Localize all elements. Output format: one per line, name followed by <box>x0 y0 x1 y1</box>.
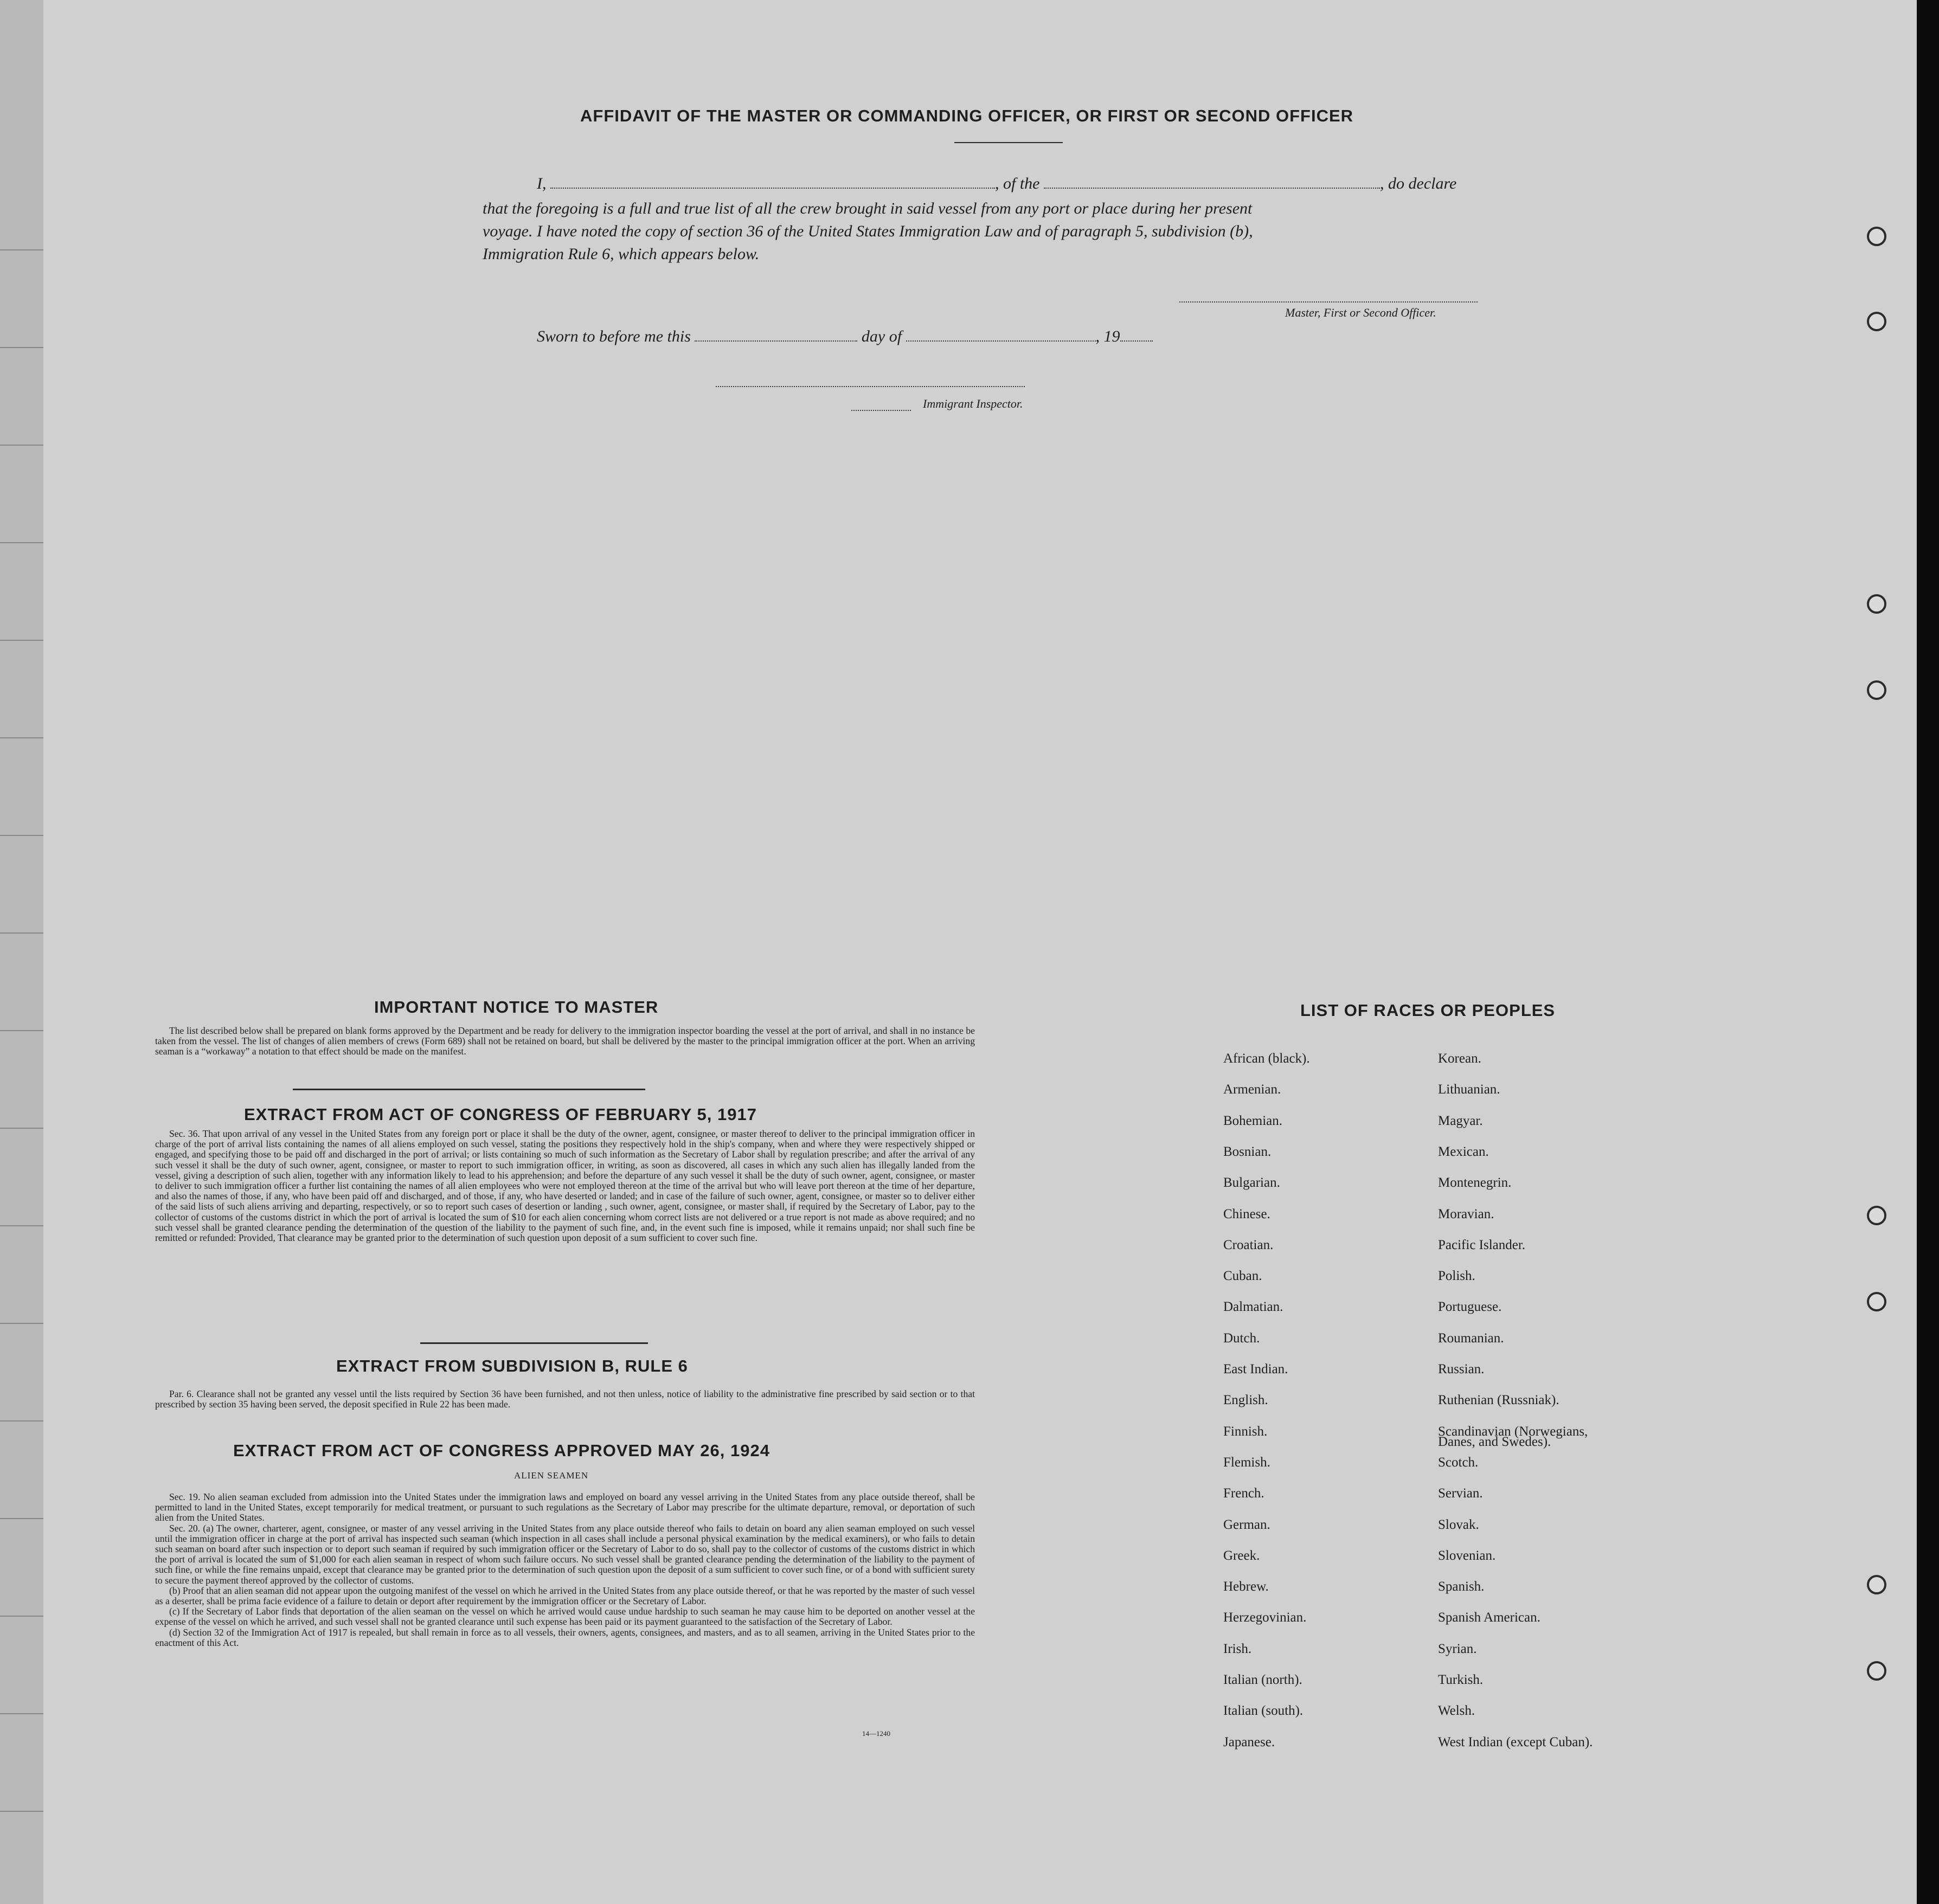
race-item-left: Finnish. <box>1223 1424 1268 1439</box>
race-item-right: Turkish. <box>1438 1673 1484 1687</box>
races-title: LIST OF RACES OR PEOPLES <box>1300 1001 1556 1020</box>
extract-rule6-title: EXTRACT FROM SUBDIVISION B, RULE 6 <box>336 1356 688 1375</box>
race-item-right: Scandinavian (Norwegians, <box>1438 1424 1588 1439</box>
race-item-right: Ruthenian (Russniak). <box>1438 1393 1559 1407</box>
extract-1924-subtitle: ALIEN SEAMEN <box>514 1470 589 1481</box>
race-item-right: Montenegrin. <box>1438 1175 1512 1190</box>
signature-line[interactable] <box>1179 301 1478 303</box>
race-item-left: East Indian. <box>1223 1362 1288 1376</box>
race-item-right: Welsh. <box>1438 1703 1475 1718</box>
race-item-right: Polish. <box>1438 1269 1475 1283</box>
inspector-caption: Immigrant Inspector. <box>923 397 1023 410</box>
race-item-right: Scotch. <box>1438 1455 1479 1470</box>
race-scandinavian-continued: Danes, and Swedes). <box>1438 1435 1551 1449</box>
race-item-left: Italian (south). <box>1223 1703 1304 1718</box>
extract-1924-text <box>155 1492 975 1648</box>
race-item-left: Hebrew. <box>1223 1579 1269 1594</box>
extract-1924-title: EXTRACT FROM ACT OF CONGRESS APPROVED MAY 26, 1924 <box>233 1441 770 1460</box>
race-item-left: Japanese. <box>1223 1735 1275 1749</box>
race-item-right: Pacific Islander. <box>1438 1238 1526 1252</box>
race-item-left: Bulgarian. <box>1223 1175 1280 1190</box>
extract-1917-rule <box>420 1342 648 1344</box>
race-item-left: Greek. <box>1223 1548 1260 1563</box>
race-item-right: Mexican. <box>1438 1144 1489 1159</box>
extract-1917-title: EXTRACT FROM ACT OF CONGRESS OF FEBRUARY 5, 1917 <box>244 1105 757 1124</box>
sworn-day-blank[interactable] <box>695 338 857 342</box>
affidavit-line-2: that the foregoing is a full and true list of all the crew brought in said vessel from any port or place during her present <box>483 200 1253 217</box>
race-item-right: Servian. <box>1438 1486 1483 1501</box>
page-edge <box>1917 0 1939 1904</box>
extract-rule6-paragraph: Par. 6. Clearance shall not be granted any vessel until the lists required by Section 36 have been furnished, and not then unless, notice of liability to the administrative fine prescribed by said section or to that prescribed by section 35 having been served, the deposit specified in Rule 22 has been made. <box>155 1388 975 1410</box>
race-item-right: Spanish. <box>1438 1579 1485 1594</box>
extract-rule6-text <box>155 1389 975 1410</box>
signature-caption: Master, First or Second Officer. <box>1285 306 1436 319</box>
race-item-left: Bohemian. <box>1223 1114 1283 1128</box>
inspector-caption-leader <box>851 410 911 411</box>
extract-1924-sec19: Sec. 19. No alien seaman excluded from admission into the United States under the immigration laws and employed on board any vessel arriving in the United States from any place outside thereof, shall be permitted to land in the United States, except temporarily for medical treatment, or pursuant to such regulations as the Secretary of Labor may prescribe for the ultimate departure, removal, or deportation of such alien from the United States. <box>155 1491 975 1523</box>
sworn-line <box>537 327 1153 346</box>
notice-text <box>155 1026 975 1057</box>
sworn-year-blank[interactable] <box>1120 338 1153 342</box>
extract-1924-sec20b: (b) Proof that an alien seaman did not appear upon the outgoing manifest of the vessel on which he arrived in the United States from any place outside thereof, or that he was reported by the master of such vessel as a deserter, shall be prima facie evidence of a failure to detain or deport after requirement by the immigration officer or the Secretary of Labor. <box>155 1585 975 1607</box>
extract-1924-sec20a: Sec. 20. (a) The owner, charterer, agent, consignee, or master of any vessel arriving in the United States from any place outside thereof who fails to detain on board any alien seaman employed on such vessel until the immigration officer in charge at the port of arrival has inspected such seaman (which inspection in all cases shall include a personal physical examination by the medical examiners), or who fails to detain such seaman on board after such inspection or to deport such seaman if required by such immigration officer or the Secretary of Labor to do so, shall pay to the collector of customs of the customs district in which the port of arrival is located the sum of $1,000 for each alien seaman in respect of whom such failure occurs. No such vessel shall be granted clearance pending the determination of the liability to the payment of such fine, or while the fine remains unpaid, except that clearance may be granted prior to the determination of such question upon the deposit of a sum sufficient to cover such fine, or of a bond with sufficient surety to secure the payment thereof approved by the collector of customs. <box>155 1522 975 1586</box>
race-item-right: Roumanian. <box>1438 1331 1504 1346</box>
affidavit-title: AFFIDAVIT OF THE MASTER OR COMMANDING OFFICER, OR FIRST OR SECOND OFFICER <box>580 106 1354 125</box>
name-blank[interactable] <box>550 185 995 189</box>
race-item-right: Spanish American. <box>1438 1610 1540 1625</box>
sworn-day-of: day of <box>861 327 902 345</box>
race-item-left: African (black). <box>1223 1051 1310 1066</box>
document-page <box>43 0 1917 1904</box>
race-item-left: German. <box>1223 1517 1270 1532</box>
race-item-right: Russian. <box>1438 1362 1485 1376</box>
race-item-left: Croatian. <box>1223 1238 1274 1252</box>
race-item-left: French. <box>1223 1486 1264 1501</box>
sworn-year: , 19 <box>1095 327 1120 345</box>
inspector-signature-line[interactable] <box>716 386 1025 387</box>
race-item-right: Korean. <box>1438 1051 1481 1066</box>
affidavit-i: I, <box>537 175 547 192</box>
punch-hole <box>1867 680 1886 700</box>
binding-strip <box>0 0 44 1904</box>
notice-paragraph: The list described below shall be prepared on blank forms approved by the Department and be ready for delivery to the immigration inspector boarding the vessel at the port of arrival, and shall in no instance be taken from the vessel. The list of changes of alien members of crews (Form 689) shall not be retained on board, but shall be delivered by the master to the principal immigration officer at the port. When an arriving seaman is a “workaway” a notation to that effect should be made on the manifest. <box>155 1025 975 1057</box>
race-item-right: West Indian (except Cuban). <box>1438 1735 1593 1749</box>
punch-hole <box>1867 1206 1886 1225</box>
form-number: 14—1240 <box>862 1729 890 1738</box>
affidavit-do-declare: , do declare <box>1380 175 1457 192</box>
extract-1917-paragraph: Sec. 36. That upon arrival of any vessel in the United States from any foreign port or place it shall be the duty of the owner, agent, consignee, or master thereof to deliver to the principal immigration officer in charge of the port of arrival lists containing the names of all aliens employed on such vessel, stating the positions they respectively hold in the ship's company, when and where they were respectively shipped or engaged, and specifying those to be paid off and discharged in the port of arrival; or lists containing so much of such information as the Secretary of Labor shall by regulation prescribe; and after the arrival of any such vessel it shall be the duty of such owner, agent, consignee, or master to report to such immigration officer, in writing, as soon as discovered, all cases in which any such alien has illegally landed from the vessel, giving a description of such alien, together with any information likely to lead to his apprehension; and before the departure of any such vessel it shall be the duty of such owner, agent, consignee, or master to deliver to such immigration officer a further list containing the names of all alien employees who were not employed thereon at the time of the arrival but who will leave port thereon at the time of her departure, and also the names of those, if any, who have been paid off and discharged, and of those, if any, who have deserted or landed; and in case of the failure of such owner, agent, consignee, or master so to deliver either of the said lists of such aliens arriving and departing, respectively, or so to report such cases of desertion or landing , such owner, agent, consignee, or master shall, if required by the Secretary of Labor, pay to the collector of customs of the customs district in which the port of arrival is located the sum of $10 for each alien concerning whom correct lists are not delivered or a true report is not made as above required; and no such vessel shall be granted clearance pending the determination of the question of the liability to the payment of such fine, and, in the event such fine is imposed, while it remains unpaid; nor shall such fine be remitted or refunded: Provided, That clearance may be granted prior to the determination of such question upon deposit of a sum sufficient to cover such fine. <box>155 1128 975 1244</box>
punch-hole <box>1867 1661 1886 1681</box>
extract-1924-sec20c: (c) If the Secretary of Labor finds that deportation of the alien seaman on the vessel on which he arrived would cause undue hardship to such seaman he may cause him to be deported on another vessel at the expense of the vessel on which he arrived, and such vessel shall not be granted clearance until such expense has been paid or its payment guaranteed to the satisfaction of the Secretary of Labor. <box>155 1606 975 1628</box>
extract-1924-sec20d: (d) Section 32 of the Immigration Act of 1917 is repealed, but shall remain in force as to all vessels, their owners, agents, consignees, and masters, and as to all seamen, arriving in the United States prior to the enactment of this Act. <box>155 1626 975 1648</box>
punch-hole <box>1867 594 1886 614</box>
race-item-left: Dutch. <box>1223 1331 1260 1346</box>
race-item-left: Italian (north). <box>1223 1673 1302 1687</box>
vessel-blank[interactable] <box>1044 185 1380 189</box>
punch-hole <box>1867 1292 1886 1311</box>
race-item-left: Bosnian. <box>1223 1144 1272 1159</box>
sworn-month-blank[interactable] <box>906 338 1096 342</box>
affidavit-line-3: voyage. I have noted the copy of section 36 of the United States Immigration Law and of paragraph 5, subdivision (b), <box>483 222 1253 240</box>
race-item-right: Portuguese. <box>1438 1300 1502 1314</box>
notice-rule <box>293 1089 645 1090</box>
race-item-left: Flemish. <box>1223 1455 1270 1470</box>
race-item-left: Cuban. <box>1223 1269 1262 1283</box>
race-item-left: English. <box>1223 1393 1268 1407</box>
race-item-right: Syrian. <box>1438 1642 1477 1656</box>
race-item-left: Dalmatian. <box>1223 1300 1283 1314</box>
race-item-right: Slovak. <box>1438 1517 1479 1532</box>
race-item-right: Moravian. <box>1438 1207 1494 1221</box>
race-item-left: Herzegovinian. <box>1223 1610 1307 1625</box>
affidavit-line-4: Immigration Rule 6, which appears below. <box>483 245 760 263</box>
race-item-right: Magyar. <box>1438 1114 1483 1128</box>
affidavit-line-1 <box>537 175 1456 193</box>
race-item-left: Armenian. <box>1223 1082 1281 1097</box>
race-item-left: Irish. <box>1223 1642 1252 1656</box>
race-item-right: Lithuanian. <box>1438 1082 1500 1097</box>
affidavit-of-the: , of the <box>995 175 1040 192</box>
punch-hole <box>1867 312 1886 331</box>
race-item-right: Slovenian. <box>1438 1548 1496 1563</box>
punch-hole <box>1867 1575 1886 1594</box>
sworn-prefix: Sworn to before me this <box>537 327 691 345</box>
punch-hole <box>1867 227 1886 246</box>
extract-1917-text <box>155 1129 975 1243</box>
notice-title: IMPORTANT NOTICE TO MASTER <box>374 998 659 1017</box>
affidavit-rule <box>954 142 1063 143</box>
race-item-left: Chinese. <box>1223 1207 1270 1221</box>
